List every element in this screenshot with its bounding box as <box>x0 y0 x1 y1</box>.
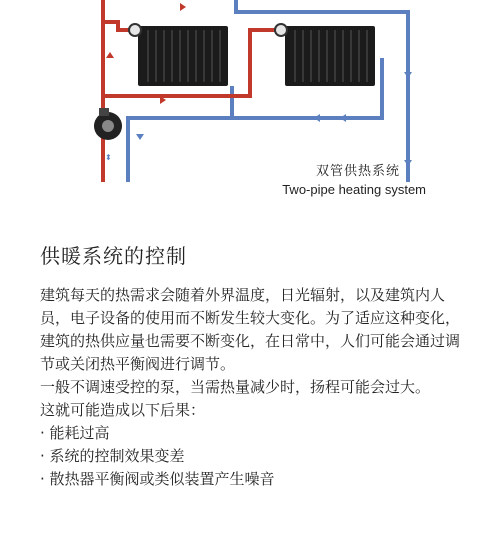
bullet-item: · 系统的控制效果变差 <box>40 447 185 465</box>
svg-text:⬍: ⬍ <box>105 153 112 162</box>
diagram-caption-en: Two-pipe heating system <box>282 182 426 197</box>
paragraph: 建筑每天的热需求会随着外界温度，日光辐射，以及建筑内人员，电子设备的使用而不断发生较大变化。为了适应这种变化，建筑的热供应量也需要不断变化，在日常中，人们可能会通过调节或关闭热平衡阀进行调节。 <box>40 286 461 373</box>
diagram-caption-cn: 双管供热系统 <box>315 164 400 179</box>
bullet-item: · 散热器平衡阀或类似装置产生噪音 <box>40 470 275 488</box>
paragraph: 一般不调速受控的泵，当需热量减少时，扬程可能会过大。 <box>40 378 431 396</box>
paragraph: 这就可能造成以下后果： <box>40 401 206 419</box>
radiator-right <box>275 24 375 86</box>
radiator-left <box>129 24 228 86</box>
section-title: 供暖系统的控制 <box>40 244 187 268</box>
radiator-valve-icon <box>129 24 141 36</box>
circulation-pump-icon <box>94 108 122 140</box>
section-body <box>40 284 470 491</box>
radiator-valve-icon <box>275 24 287 36</box>
bullet-item: · 能耗过高 <box>40 424 110 442</box>
